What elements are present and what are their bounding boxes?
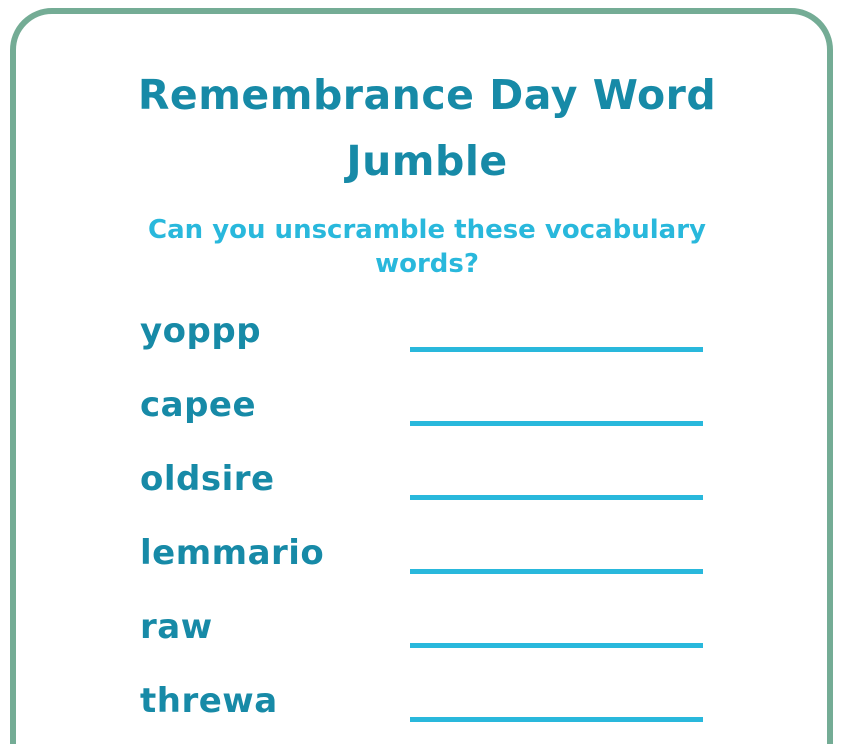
word-row — [140, 664, 720, 738]
jumbled-word: yoppp — [140, 311, 262, 351]
subtitle-line-1: Can you unscramble these vocabulary — [148, 215, 706, 245]
word-row — [140, 516, 720, 590]
page-title — [0, 62, 854, 194]
answer-blank — [410, 495, 703, 500]
answer-blank — [410, 421, 703, 426]
word-row — [140, 590, 720, 664]
page-title-line-2: Jumble — [346, 137, 508, 185]
answer-blank — [410, 717, 703, 722]
word-list — [140, 294, 720, 738]
word-row — [140, 294, 720, 368]
jumbled-word: capee — [140, 385, 257, 425]
subtitle-line-2: words? — [375, 249, 479, 279]
jumbled-word: raw — [140, 607, 213, 647]
jumbled-word: threwa — [140, 681, 278, 721]
jumbled-word: lemmario — [140, 533, 325, 573]
subtitle — [0, 213, 854, 281]
page-title-line-1: Remembrance Day Word — [137, 71, 717, 119]
word-row — [140, 368, 720, 442]
answer-blank — [410, 347, 703, 352]
answer-blank — [410, 643, 703, 648]
answer-blank — [410, 569, 703, 574]
word-row — [140, 442, 720, 516]
jumbled-word: oldsire — [140, 459, 275, 499]
